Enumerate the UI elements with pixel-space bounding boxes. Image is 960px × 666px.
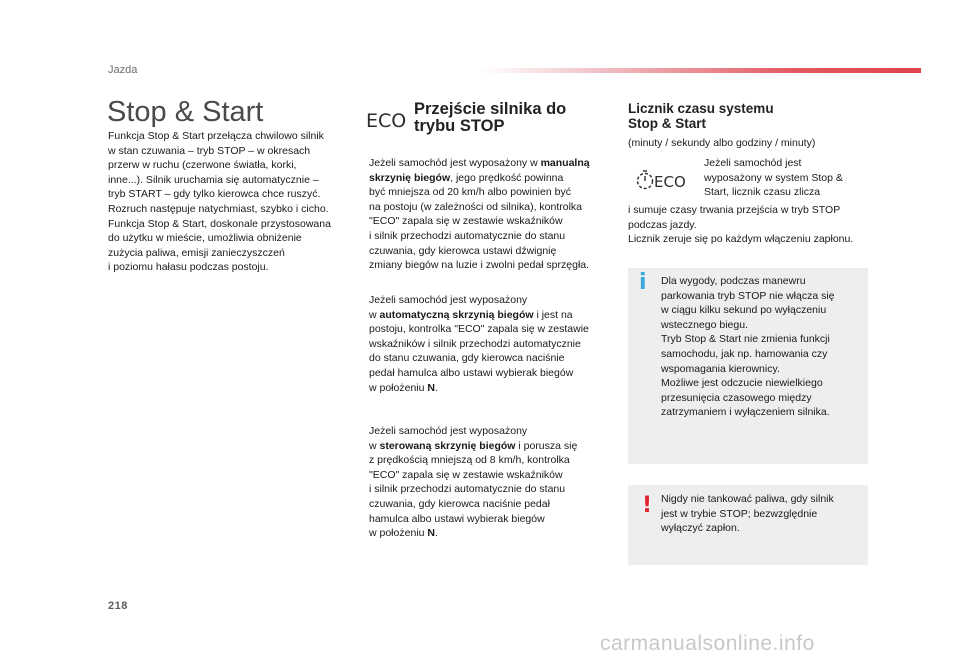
stop-start-timer-icon — [635, 168, 691, 192]
timer-units-note: (minuty / sekundy albo godziny / minuty) — [628, 137, 816, 149]
intro-paragraph: Funkcja Stop & Start przełącza chwilowo silnik w stan czuwania – tryb STOP – w okresach przerw w ruchu (czerwone światła, korki, inne...). Silnik uruchamia się automatycznie – tryb START – gdy tylko kierowca chce ruszyć. Rozruch następuje natychmiast, szybko i cicho. Funkcja Stop & Start, doskonale przystosowana do użytku w mieście, umożliwia obniżenie zużycia paliwa, emisji zanieczyszczeń i poziomu hałasu podczas postoju. — [108, 130, 331, 274]
warning-box-text: Nigdy nie tankować paliwa, gdy silnik jest w trybie STOP; bezwzględnie wyłączyć zapłon. — [661, 493, 834, 535]
svg-text:ECO: ECO — [654, 173, 686, 191]
page-title: Stop & Start — [107, 96, 264, 128]
info-box-text: Dla wygody, podczas manewru parkowania tryb STOP nie włącza się w ciągu kilku sekund po wyłączeniu wstecznego biegu. Tryb Stop & Start nie zmienia funkcji samochodu, jak np. hamowania czy wspomagania kierownicy. Możliwe jest odczucie niewielkiego przesunięcia czasowego między zatrzymaniem i wyłączeniem silnika. — [661, 275, 835, 419]
timer-description: i sumuje czasy trwania przejścia w tryb STOP podczas jazdy. Licznik zeruje się po każdym włączeniu zapłonu. — [628, 204, 854, 246]
manual-gearbox-paragraph: Jeżeli samochód jest wyposażony w manualną skrzynię biegów, jego prędkość powinna być mniejsza od 20 km/h albo powinien być na postoju (w zależności od silnika), kontrolka "ECO" zapala się w zestawie wskaźników i silnik przechodzi automatycznie do stanu czuwania, gdy kierowca ustawi dźwignię zmiany biegów na luzie i zwolni pedał sprzęgła. — [369, 157, 590, 272]
watermark: carmanualsonline.info — [600, 632, 815, 655]
eco-indicator-icon: ECO — [366, 110, 407, 132]
warning-icon: ! — [642, 493, 653, 518]
section-title: Jazda — [108, 64, 138, 76]
page-number: 218 — [108, 600, 128, 612]
controlled-gearbox-paragraph: Jeżeli samochód jest wyposażony w sterowaną skrzynię biegów i porusza się z prędkością mniejszą od 8 km/h, kontrolka "ECO" zapala się w zestawie wskaźników i silnik przechodzi automatycznie do stanu czuwania, gdy kierowca naciśnie pedał hamulca albo ustawi wybierak biegów w położeniu N. — [369, 425, 578, 540]
info-icon: i — [639, 270, 647, 295]
timer-description-side: Jeżeli samochód jest wyposażony w system Stop & Start, licznik czasu zlicza — [704, 157, 843, 199]
stop-mode-heading: Przejście silnika do trybu STOP — [414, 100, 567, 135]
header-divider — [480, 68, 921, 73]
automatic-gearbox-paragraph: Jeżeli samochód jest wyposażony w automatyczną skrzynią biegów i jest na postoju, kontrolka "ECO" zapala się w zestawie wskaźników i silnik przechodzi automatycznie do stanu czuwania, gdy kierowca naciśnie pedał hamulca albo ustawi wybierak biegów w położeniu N. — [369, 294, 589, 394]
timer-heading: Licznik czasu systemu Stop & Start — [628, 101, 774, 131]
